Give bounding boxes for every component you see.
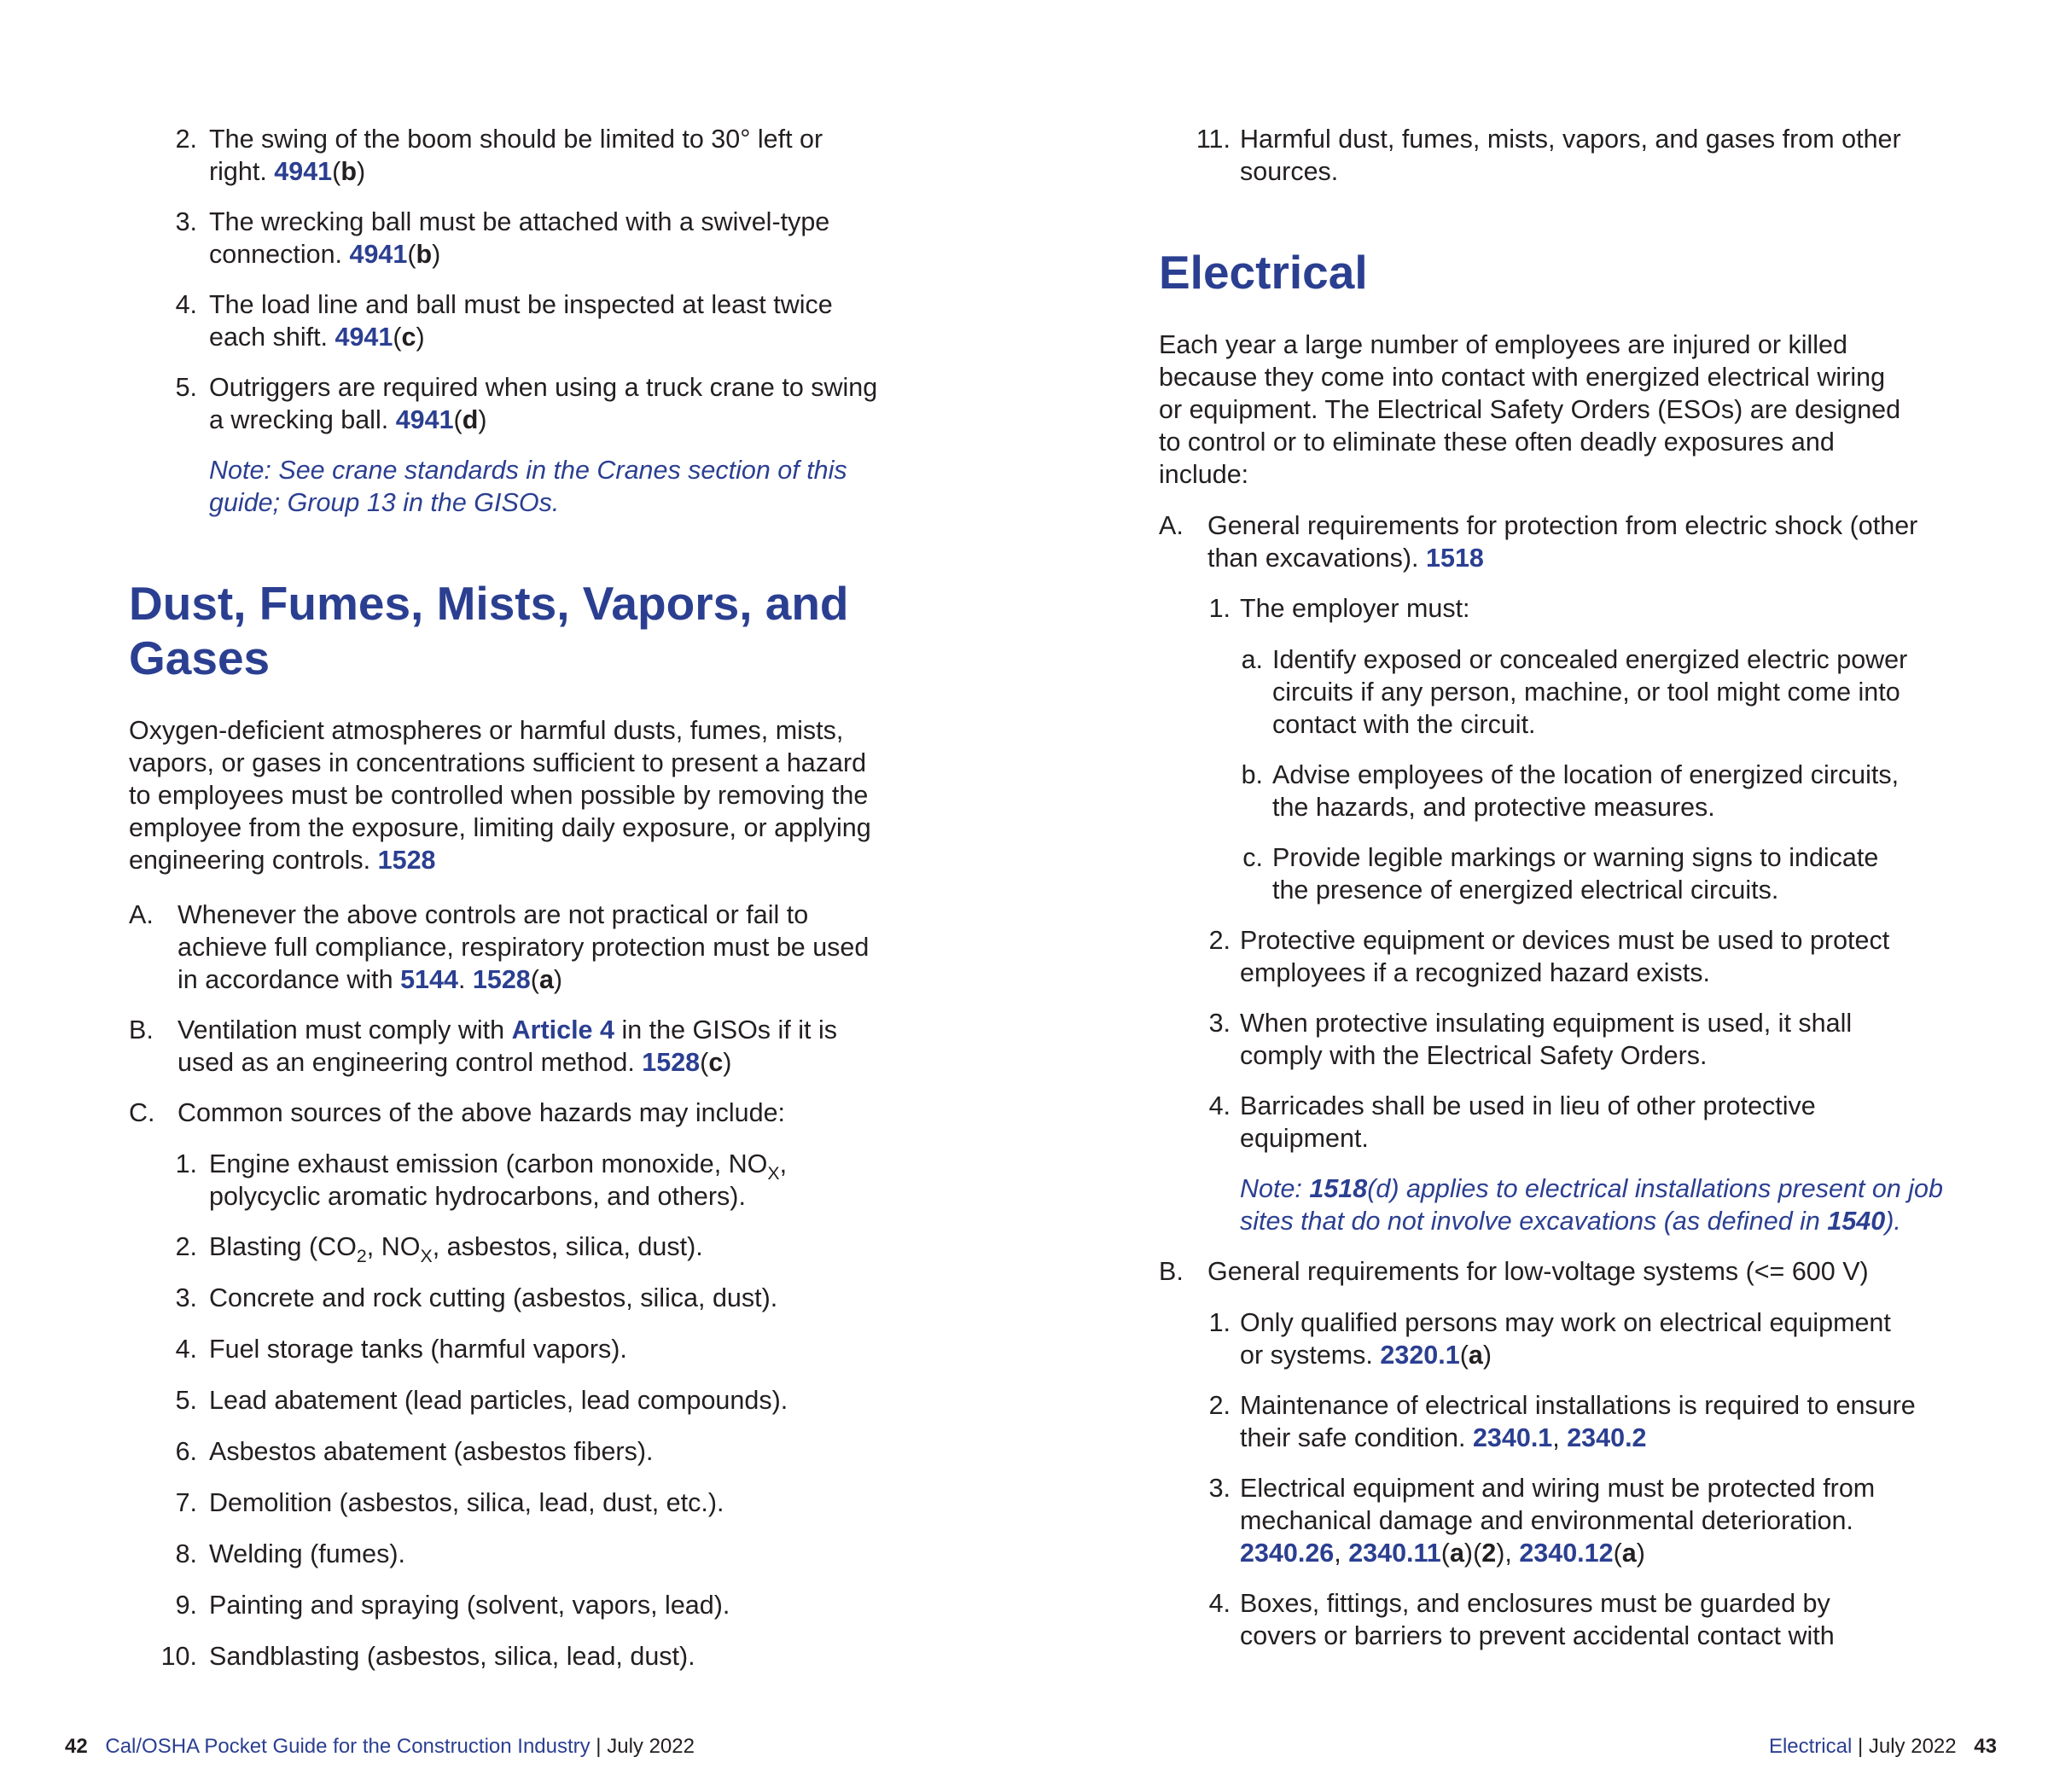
list-item: 3. The wrecking ball must be attached with a swivel-type connection. 4941(b)	[175, 207, 830, 269]
list-item: 3. When protective insulating equipment is used, it shall comply with the Electrical Safety Orders.	[1208, 1009, 1853, 1070]
left-footer: 42 Cal/OSHA Pocket Guide for the Construction Industry | July 2022	[65, 1735, 695, 1758]
regulation-link[interactable]: 1528	[472, 965, 531, 994]
note-text: Note: 1518(d) applies to electrical installations present on job sites that do not involve excavations (as defined in 1540).	[1240, 1174, 1943, 1236]
list-item: C. Common sources of the above hazards may include:	[129, 1098, 786, 1127]
regulation-link[interactable]: 2340.2	[1567, 1423, 1647, 1452]
list-item: c. Provide legible markings or warning signs to indicate the presence of energized electrical circuits.	[1242, 843, 1879, 905]
intro-paragraph: Oxygen-deficient atmospheres or harmful dusts, fumes, mists, vapors, or gases in concentrations sufficient to present a hazard to employees must be controlled when possible by removing the employee from the exposure, limiting daily exposure, or applying engineering controls. 1528	[129, 716, 871, 875]
list-item: 3. Concrete and rock cutting (asbestos, silica, dust).	[175, 1283, 778, 1312]
list-item: A. Whenever the above controls are not practical or fail to achieve full compliance, respiratory protection must be used in accordance with 5144. 1528(a)	[129, 900, 870, 994]
list-item: 1. The employer must:	[1208, 594, 1470, 623]
regulation-link[interactable]: 2340.12	[1519, 1539, 1614, 1568]
guide-title: Cal/OSHA Pocket Guide for the Construction Industry	[105, 1735, 591, 1758]
section-heading: Electrical	[1159, 246, 1368, 299]
left-page	[129, 0, 905, 1792]
regulation-link[interactable]: 2340.11	[1348, 1539, 1441, 1568]
regulation-link[interactable]: 1528	[377, 846, 436, 875]
regulation-link[interactable]: 2320.1	[1380, 1341, 1460, 1370]
regulation-link[interactable]: 1528	[642, 1048, 701, 1077]
page-number: 42	[65, 1735, 88, 1758]
list-item: b. Advise employees of the location of energized circuits, the hazards, and protective measures.	[1241, 760, 1900, 822]
list-item: 2. Blasting ($CO_2$, $NO_X$, asbestos, silica, dust).	[175, 1232, 703, 1266]
regulation-link[interactable]: 2340.1	[1472, 1423, 1553, 1452]
right-page	[1159, 0, 1943, 1792]
section-heading: Dust, Fumes, Mists, Vapors, and Gases	[129, 577, 849, 684]
note-text: Note: See crane standards in the Cranes section of this guide; Group 13 in the GISOs.	[209, 456, 847, 517]
right-footer: Electrical | July 2022 43	[1768, 1735, 1997, 1758]
list-item: 4. The load line and ball must be inspected at least twice each shift. 4941(c)	[175, 290, 833, 352]
list-item: 11. Harmful dust, fumes, mists, vapors, and gases from other sources.	[1196, 125, 1901, 186]
regulation-link[interactable]: 4941	[349, 240, 408, 269]
intro-paragraph: Each year a large number of employees are injured or killed because they come into contact with energized electrical wiring or equipment. The Electrical Safety Orders (ESOs) are designed to control or to eliminate these often deadly exposures and include:	[1159, 330, 1901, 489]
regulation-link[interactable]: 5144	[400, 965, 458, 994]
list-item: 8. Welding (fumes).	[175, 1539, 405, 1568]
list-item: 3. Electrical equipment and wiring must be protected from mechanical damage and environmental deterioration. 2340.26, 2340.11(a)(2), 2340.12(a)	[1208, 1474, 1876, 1568]
regulation-link[interactable]: 1518	[1309, 1174, 1368, 1203]
regulation-link[interactable]: 1518	[1426, 544, 1484, 573]
list-item: 5. Outriggers are required when using a truck crane to swing a wrecking ball. 4941(d)	[175, 373, 878, 434]
page-number: 43	[1974, 1735, 1997, 1758]
article-link[interactable]: Article 4	[511, 1015, 614, 1044]
regulation-link[interactable]: 4941	[395, 405, 454, 434]
list-item: a. Identify exposed or concealed energized electric power circuits if any person, machine, or tool might come into contact with the circuit.	[1241, 645, 1908, 739]
list-item: 6. Asbestos abatement (asbestos fibers).	[175, 1437, 654, 1466]
regulation-link[interactable]: 4941	[274, 157, 333, 186]
regulation-link[interactable]: 4941	[335, 323, 393, 352]
regulation-link[interactable]: 2340.26	[1240, 1539, 1335, 1568]
list-item: 2. The swing of the boom should be limited to 30° left or right. 4941(b)	[175, 125, 823, 186]
list-item: 4. Barricades shall be used in lieu of other protective equipment.	[1208, 1091, 1816, 1153]
list-item: 10. Sandblasting (asbestos, silica, lead, dust).	[160, 1642, 695, 1671]
list-item: 4. Fuel storage tanks (harmful vapors).	[175, 1335, 627, 1364]
section-name: Electrical	[1768, 1735, 1853, 1758]
list-item: 1. Engine exhaust emission (carbon monoxide, $NO_X$, polycyclic aromatic hydrocarbons, and others).	[175, 1149, 788, 1211]
list-item: 7. Demolition (asbestos, silica, lead, dust, etc.).	[175, 1488, 724, 1517]
list-item: 9. Painting and spraying (solvent, vapors, lead).	[175, 1591, 730, 1620]
list-item: 2. Protective equipment or devices must be used to protect employees if a recognized hazard exists.	[1208, 926, 1890, 987]
list-item: B. General requirements for low-voltage systems (<= 600 V)	[1159, 1257, 1869, 1286]
regulation-link[interactable]: 1540	[1827, 1207, 1886, 1236]
list-item: B. Ventilation must comply with Article 4 in the GISOs if it is used as an engineering control method. 1528(c)	[129, 1015, 837, 1077]
list-item: 2. Maintenance of electrical installations is required to ensure their safe condition. 2340.1, 2340.2	[1208, 1391, 1916, 1452]
list-item: 4. Boxes, fittings, and enclosures must be guarded by covers or barriers to prevent accidental contact with	[1208, 1589, 1835, 1650]
list-item: 1. Only qualified persons may work on electrical equipment or systems. 2320.1(a)	[1208, 1308, 1891, 1370]
list-item: A. General requirements for protection from electric shock (other than excavations). 1518	[1159, 511, 1918, 573]
list-item: 5. Lead abatement (lead particles, lead compounds).	[175, 1386, 788, 1415]
